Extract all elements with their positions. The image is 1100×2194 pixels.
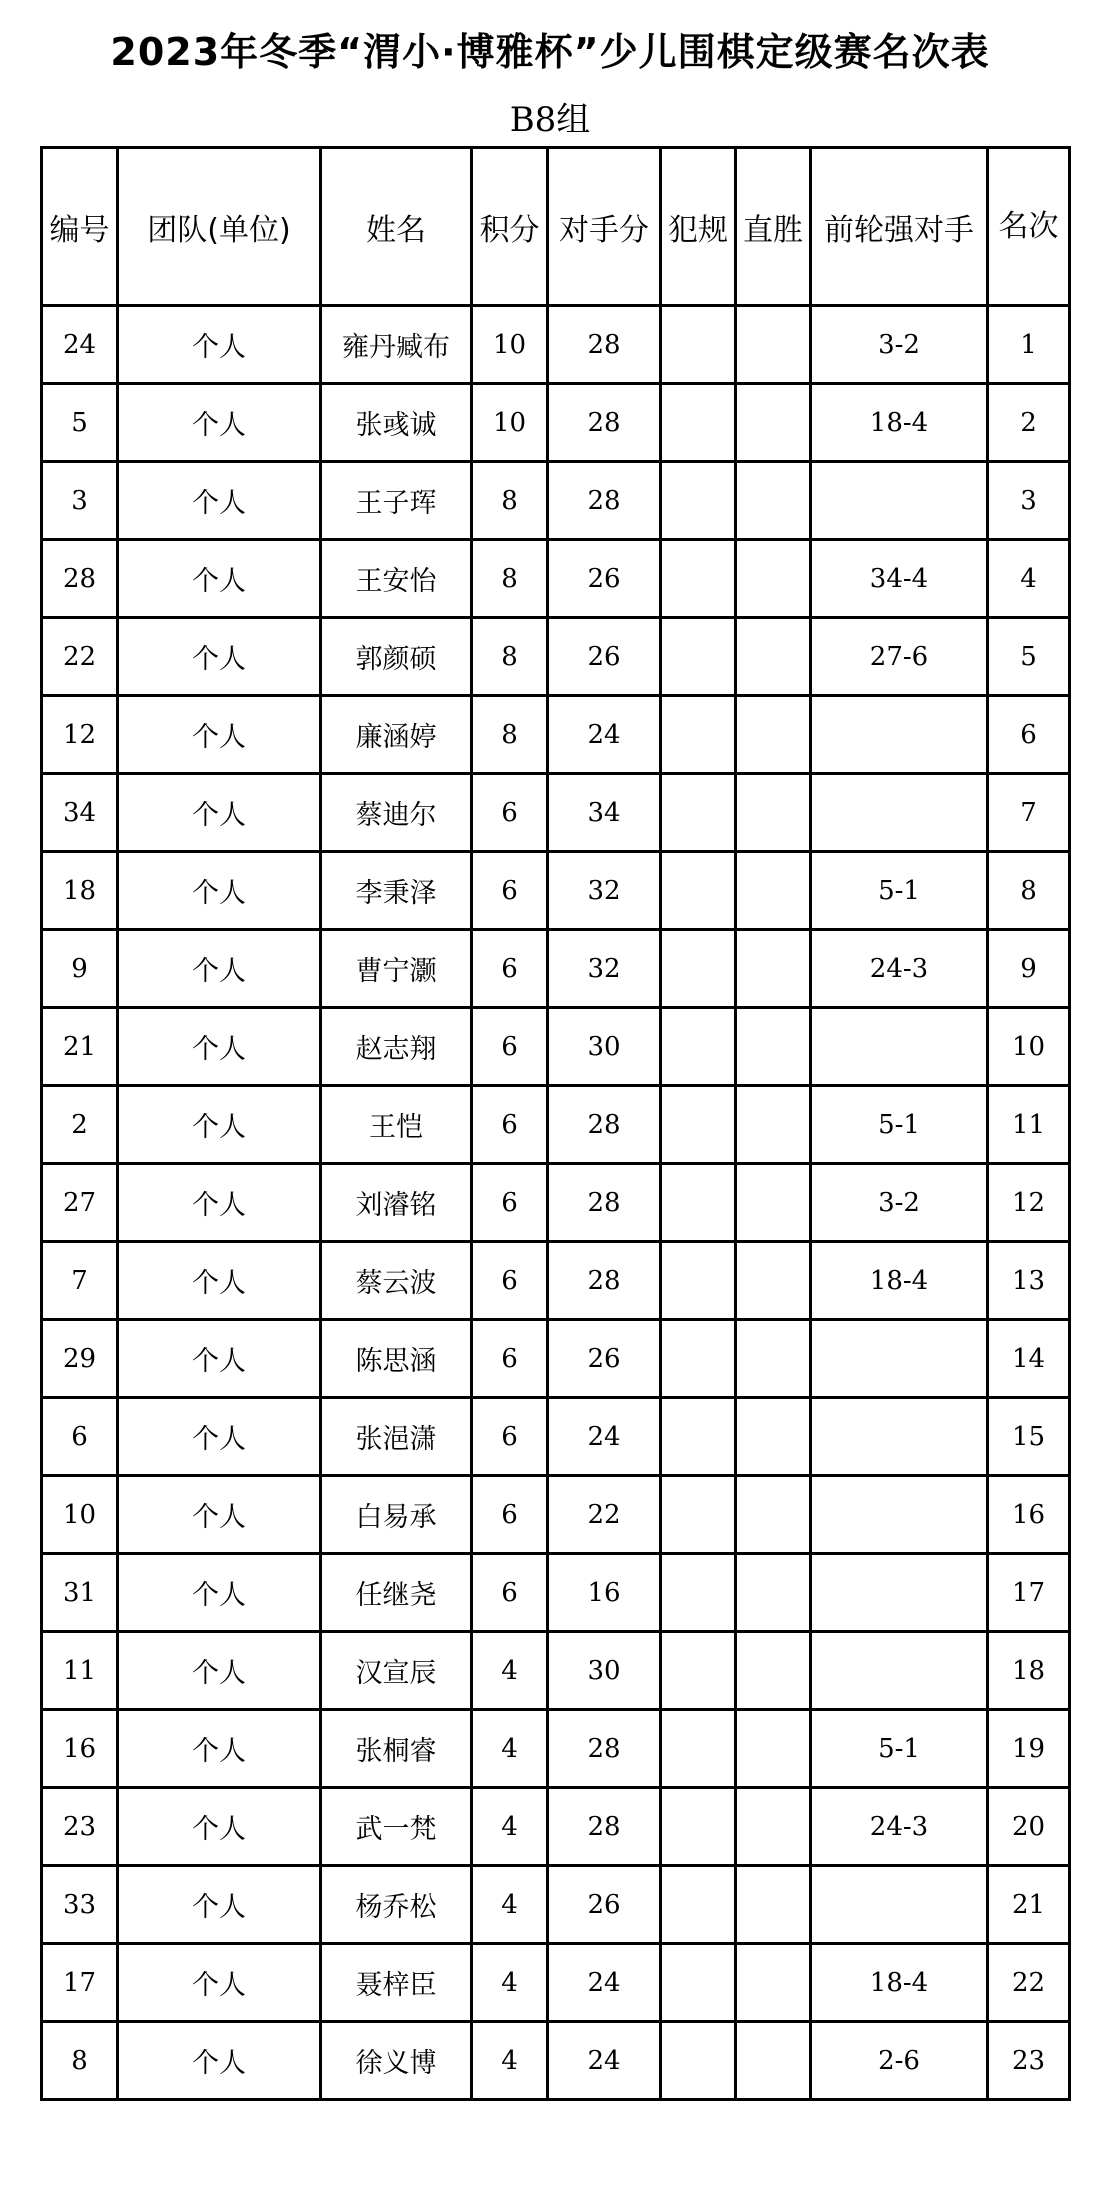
cell-name: 任继尧 <box>321 1554 472 1632</box>
cell-points: 8 <box>472 462 548 540</box>
cell-name: 廉涵婷 <box>321 696 472 774</box>
cell-id: 33 <box>42 1866 118 1944</box>
cell-points: 8 <box>472 618 548 696</box>
cell-rank: 23 <box>988 2022 1070 2100</box>
cell-foul <box>661 930 736 1008</box>
cell-name: 王恺 <box>321 1086 472 1164</box>
cell-direct-win <box>736 1242 811 1320</box>
cell-rank: 20 <box>988 1788 1070 1866</box>
cell-rank: 2 <box>988 384 1070 462</box>
cell-direct-win <box>736 930 811 1008</box>
cell-direct-win <box>736 1320 811 1398</box>
cell-rank: 8 <box>988 852 1070 930</box>
table-row <box>42 2022 1070 2100</box>
cell-rank: 15 <box>988 1398 1070 1476</box>
cell-opponent-score: 24 <box>548 1398 661 1476</box>
cell-team: 个人 <box>118 1866 321 1944</box>
cell-points: 6 <box>472 1086 548 1164</box>
cell-direct-win <box>736 1710 811 1788</box>
cell-foul <box>661 774 736 852</box>
cell-id: 3 <box>42 462 118 540</box>
cell-name: 徐义博 <box>321 2022 472 2100</box>
table-body <box>42 306 1070 2100</box>
table-row <box>42 1008 1070 1086</box>
cell-rank: 11 <box>988 1086 1070 1164</box>
cell-rank: 10 <box>988 1008 1070 1086</box>
cell-foul <box>661 1944 736 2022</box>
cell-points: 4 <box>472 1944 548 2022</box>
cell-id: 2 <box>42 1086 118 1164</box>
cell-strong-opponent: 5-1 <box>811 852 988 930</box>
cell-team: 个人 <box>118 1164 321 1242</box>
cell-direct-win <box>736 2022 811 2100</box>
cell-name: 张桐睿 <box>321 1710 472 1788</box>
table-row <box>42 930 1070 1008</box>
cell-opponent-score: 28 <box>548 1242 661 1320</box>
cell-strong-opponent: 18-4 <box>811 1242 988 1320</box>
table-row <box>42 618 1070 696</box>
cell-direct-win <box>736 1008 811 1086</box>
cell-direct-win <box>736 774 811 852</box>
cell-foul <box>661 1632 736 1710</box>
cell-opponent-score: 32 <box>548 852 661 930</box>
cell-points: 4 <box>472 1632 548 1710</box>
cell-direct-win <box>736 852 811 930</box>
cell-direct-win <box>736 1476 811 1554</box>
cell-id: 7 <box>42 1242 118 1320</box>
cell-team: 个人 <box>118 384 321 462</box>
table-row <box>42 696 1070 774</box>
ranking-table <box>40 146 1071 2101</box>
table-row <box>42 1710 1070 1788</box>
cell-direct-win <box>736 540 811 618</box>
table-row <box>42 462 1070 540</box>
table-row <box>42 1086 1070 1164</box>
cell-foul <box>661 384 736 462</box>
cell-name: 蔡迪尔 <box>321 774 472 852</box>
cell-rank: 5 <box>988 618 1070 696</box>
cell-name: 聂梓臣 <box>321 1944 472 2022</box>
cell-team: 个人 <box>118 774 321 852</box>
cell-rank: 1 <box>988 306 1070 384</box>
cell-direct-win <box>736 1788 811 1866</box>
cell-rank: 6 <box>988 696 1070 774</box>
cell-team: 个人 <box>118 1086 321 1164</box>
cell-direct-win <box>736 1398 811 1476</box>
table-row <box>42 852 1070 930</box>
cell-direct-win <box>736 462 811 540</box>
cell-id: 27 <box>42 1164 118 1242</box>
cell-opponent-score: 28 <box>548 1164 661 1242</box>
column-header-opponent-score: 对手分 <box>548 148 661 306</box>
cell-strong-opponent <box>811 1008 988 1086</box>
cell-name: 杨乔松 <box>321 1866 472 1944</box>
cell-id: 6 <box>42 1398 118 1476</box>
table-row <box>42 1554 1070 1632</box>
cell-points: 4 <box>472 1866 548 1944</box>
cell-direct-win <box>736 1086 811 1164</box>
cell-strong-opponent <box>811 1866 988 1944</box>
cell-name: 李秉泽 <box>321 852 472 930</box>
cell-foul <box>661 1398 736 1476</box>
cell-team: 个人 <box>118 1242 321 1320</box>
cell-points: 6 <box>472 852 548 930</box>
cell-foul <box>661 1866 736 1944</box>
cell-name: 王子珲 <box>321 462 472 540</box>
cell-name: 张彧诚 <box>321 384 472 462</box>
cell-opponent-score: 28 <box>548 462 661 540</box>
cell-points: 10 <box>472 306 548 384</box>
cell-id: 34 <box>42 774 118 852</box>
cell-opponent-score: 34 <box>548 774 661 852</box>
cell-id: 16 <box>42 1710 118 1788</box>
cell-strong-opponent <box>811 696 988 774</box>
group-label: B8组 <box>509 100 591 140</box>
cell-points: 6 <box>472 1008 548 1086</box>
cell-foul <box>661 852 736 930</box>
column-header-name: 姓名 <box>321 148 472 306</box>
cell-points: 4 <box>472 2022 548 2100</box>
cell-strong-opponent: 3-2 <box>811 306 988 384</box>
table-row <box>42 1944 1070 2022</box>
cell-team: 个人 <box>118 1944 321 2022</box>
cell-opponent-score: 24 <box>548 2022 661 2100</box>
cell-id: 5 <box>42 384 118 462</box>
cell-opponent-score: 24 <box>548 696 661 774</box>
cell-direct-win <box>736 1866 811 1944</box>
column-header-direct-win: 直胜 <box>736 148 811 306</box>
cell-foul <box>661 1164 736 1242</box>
cell-id: 17 <box>42 1944 118 2022</box>
cell-team: 个人 <box>118 1710 321 1788</box>
column-header-team: 团队(单位) <box>118 148 321 306</box>
cell-direct-win <box>736 618 811 696</box>
cell-strong-opponent: 5-1 <box>811 1086 988 1164</box>
cell-id: 12 <box>42 696 118 774</box>
cell-id: 29 <box>42 1320 118 1398</box>
cell-opponent-score: 28 <box>548 384 661 462</box>
cell-points: 6 <box>472 1164 548 1242</box>
cell-direct-win <box>736 306 811 384</box>
cell-points: 6 <box>472 1476 548 1554</box>
cell-opponent-score: 22 <box>548 1476 661 1554</box>
cell-direct-win <box>736 384 811 462</box>
cell-strong-opponent: 18-4 <box>811 1944 988 2022</box>
cell-points: 6 <box>472 1554 548 1632</box>
cell-rank: 16 <box>988 1476 1070 1554</box>
cell-id: 31 <box>42 1554 118 1632</box>
cell-foul <box>661 1476 736 1554</box>
cell-rank: 14 <box>988 1320 1070 1398</box>
cell-points: 6 <box>472 1320 548 1398</box>
cell-rank: 4 <box>988 540 1070 618</box>
cell-strong-opponent: 27-6 <box>811 618 988 696</box>
cell-name: 曹宁灏 <box>321 930 472 1008</box>
table-row <box>42 1242 1070 1320</box>
cell-direct-win <box>736 1632 811 1710</box>
cell-name: 赵志翔 <box>321 1008 472 1086</box>
table-row <box>42 1788 1070 1866</box>
cell-strong-opponent: 18-4 <box>811 384 988 462</box>
cell-points: 6 <box>472 1242 548 1320</box>
cell-points: 6 <box>472 774 548 852</box>
cell-rank: 21 <box>988 1866 1070 1944</box>
table-row <box>42 540 1070 618</box>
cell-direct-win <box>736 1944 811 2022</box>
cell-opponent-score: 30 <box>548 1632 661 1710</box>
cell-points: 8 <box>472 540 548 618</box>
cell-id: 10 <box>42 1476 118 1554</box>
cell-rank: 3 <box>988 462 1070 540</box>
cell-team: 个人 <box>118 1320 321 1398</box>
cell-direct-win <box>736 696 811 774</box>
cell-team: 个人 <box>118 462 321 540</box>
table-row <box>42 774 1070 852</box>
cell-team: 个人 <box>118 2022 321 2100</box>
cell-direct-win <box>736 1164 811 1242</box>
cell-opponent-score: 28 <box>548 306 661 384</box>
cell-id: 21 <box>42 1008 118 1086</box>
cell-rank: 22 <box>988 1944 1070 2022</box>
cell-opponent-score: 26 <box>548 1866 661 1944</box>
cell-opponent-score: 28 <box>548 1086 661 1164</box>
column-header-strong-opponent: 前轮强对手 <box>811 148 988 306</box>
cell-team: 个人 <box>118 618 321 696</box>
cell-team: 个人 <box>118 930 321 1008</box>
cell-strong-opponent <box>811 462 988 540</box>
cell-foul <box>661 2022 736 2100</box>
cell-strong-opponent <box>811 1476 988 1554</box>
cell-team: 个人 <box>118 696 321 774</box>
cell-rank: 17 <box>988 1554 1070 1632</box>
cell-foul <box>661 1242 736 1320</box>
cell-rank: 7 <box>988 774 1070 852</box>
cell-name: 陈思涵 <box>321 1320 472 1398</box>
cell-id: 24 <box>42 306 118 384</box>
table-row <box>42 384 1070 462</box>
cell-foul <box>661 306 736 384</box>
cell-opponent-score: 26 <box>548 618 661 696</box>
cell-team: 个人 <box>118 852 321 930</box>
cell-id: 9 <box>42 930 118 1008</box>
table-row <box>42 306 1070 384</box>
cell-rank: 18 <box>988 1632 1070 1710</box>
cell-id: 11 <box>42 1632 118 1710</box>
column-header-points: 积分 <box>472 148 548 306</box>
table-row <box>42 1476 1070 1554</box>
cell-strong-opponent: 24-3 <box>811 930 988 1008</box>
table-row <box>42 1632 1070 1710</box>
cell-opponent-score: 30 <box>548 1008 661 1086</box>
cell-team: 个人 <box>118 1008 321 1086</box>
cell-opponent-score: 16 <box>548 1554 661 1632</box>
table-row <box>42 1398 1070 1476</box>
cell-foul <box>661 1710 736 1788</box>
table-row <box>42 1164 1070 1242</box>
cell-points: 4 <box>472 1788 548 1866</box>
cell-id: 22 <box>42 618 118 696</box>
column-header-id: 编号 <box>42 148 118 306</box>
cell-rank: 12 <box>988 1164 1070 1242</box>
table-row <box>42 1866 1070 1944</box>
cell-foul <box>661 696 736 774</box>
cell-opponent-score: 26 <box>548 1320 661 1398</box>
cell-strong-opponent: 34-4 <box>811 540 988 618</box>
cell-name: 白易承 <box>321 1476 472 1554</box>
cell-team: 个人 <box>118 306 321 384</box>
cell-rank: 19 <box>988 1710 1070 1788</box>
cell-name: 刘濬铭 <box>321 1164 472 1242</box>
column-header-foul: 犯规 <box>661 148 736 306</box>
cell-foul <box>661 1086 736 1164</box>
cell-foul <box>661 540 736 618</box>
cell-opponent-score: 26 <box>548 540 661 618</box>
cell-team: 个人 <box>118 540 321 618</box>
cell-strong-opponent <box>811 1632 988 1710</box>
cell-name: 武一梵 <box>321 1788 472 1866</box>
cell-strong-opponent: 24-3 <box>811 1788 988 1866</box>
cell-name: 郭颜硕 <box>321 618 472 696</box>
cell-name: 雍丹臧布 <box>321 306 472 384</box>
cell-name: 张浥潇 <box>321 1398 472 1476</box>
cell-opponent-score: 28 <box>548 1788 661 1866</box>
cell-team: 个人 <box>118 1632 321 1710</box>
cell-points: 8 <box>472 696 548 774</box>
cell-rank: 13 <box>988 1242 1070 1320</box>
cell-team: 个人 <box>118 1476 321 1554</box>
cell-opponent-score: 24 <box>548 1944 661 2022</box>
cell-strong-opponent <box>811 1320 988 1398</box>
cell-foul <box>661 1320 736 1398</box>
cell-points: 10 <box>472 384 548 462</box>
cell-id: 23 <box>42 1788 118 1866</box>
cell-points: 6 <box>472 930 548 1008</box>
cell-team: 个人 <box>118 1788 321 1866</box>
cell-id: 28 <box>42 540 118 618</box>
cell-direct-win <box>736 1554 811 1632</box>
cell-foul <box>661 1788 736 1866</box>
cell-opponent-score: 32 <box>548 930 661 1008</box>
cell-foul <box>661 1008 736 1086</box>
cell-id: 18 <box>42 852 118 930</box>
cell-strong-opponent <box>811 774 988 852</box>
cell-points: 4 <box>472 1710 548 1788</box>
cell-foul <box>661 1554 736 1632</box>
cell-strong-opponent: 3-2 <box>811 1164 988 1242</box>
document-title: 2023年冬季“渭小·博雅杯”少儿围棋定级赛名次表 <box>110 30 990 74</box>
cell-name: 汉宣辰 <box>321 1632 472 1710</box>
cell-team: 个人 <box>118 1398 321 1476</box>
cell-foul <box>661 618 736 696</box>
table-header-row <box>42 148 1070 306</box>
table-row <box>42 1320 1070 1398</box>
column-header-rank: 名次 <box>988 148 1070 306</box>
cell-rank: 9 <box>988 930 1070 1008</box>
cell-points: 6 <box>472 1398 548 1476</box>
cell-strong-opponent <box>811 1554 988 1632</box>
cell-strong-opponent <box>811 1398 988 1476</box>
cell-opponent-score: 28 <box>548 1710 661 1788</box>
cell-id: 8 <box>42 2022 118 2100</box>
cell-foul <box>661 462 736 540</box>
cell-strong-opponent: 2-6 <box>811 2022 988 2100</box>
cell-team: 个人 <box>118 1554 321 1632</box>
cell-strong-opponent: 5-1 <box>811 1710 988 1788</box>
cell-name: 蔡云波 <box>321 1242 472 1320</box>
cell-name: 王安怡 <box>321 540 472 618</box>
